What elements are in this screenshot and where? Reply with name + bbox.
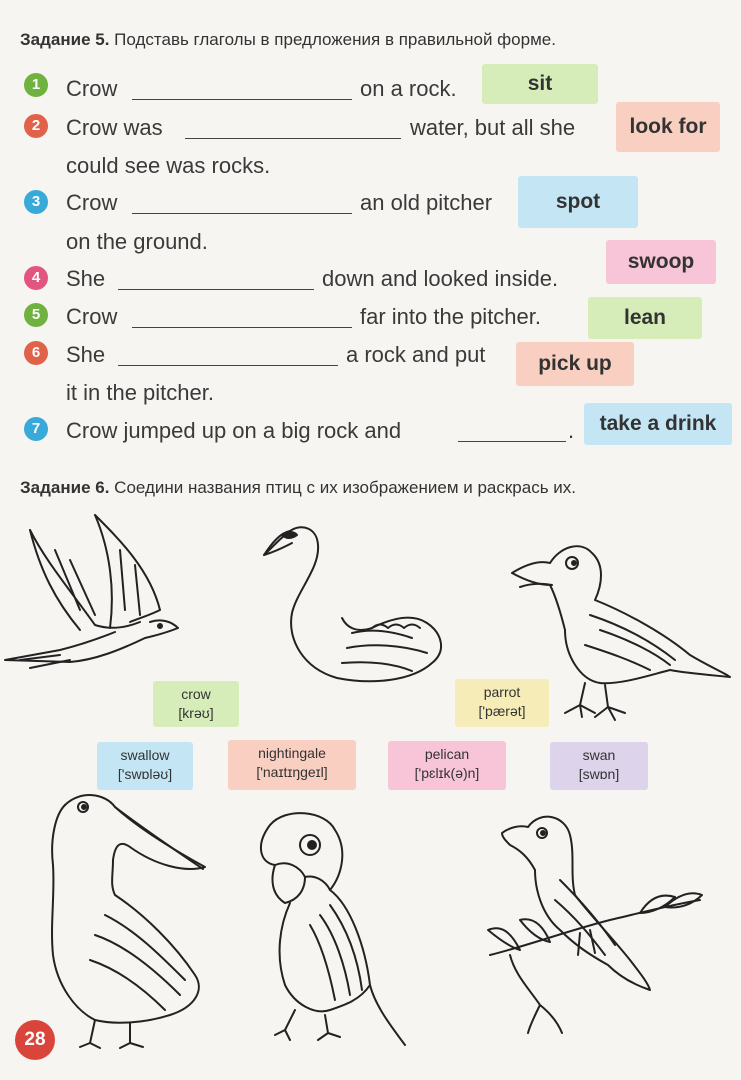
task5-instruction: Подставь глаголы в предложения в правильной форме. — [114, 30, 556, 49]
bird-transcription-nightingale: ['naɪtɪŋgeɪl] — [256, 764, 328, 780]
sentence-3-blank[interactable] — [132, 213, 352, 214]
bird-word-nightingale: nightingale — [258, 745, 326, 761]
sentence-2-end: water, but all she — [410, 115, 576, 140]
task5-title — [20, 30, 556, 50]
sentence-6-continuation: it in the pitcher. — [66, 380, 214, 405]
sentence-2-continuation: could see was rocks. — [66, 153, 271, 178]
sentence-6-end: a rock and put — [346, 342, 486, 367]
bird-label-swallow[interactable] — [97, 742, 193, 790]
crow-drawing[interactable] — [510, 525, 735, 725]
bird-transcription-swallow: ['swɒləʊ] — [117, 766, 173, 782]
parrot-drawing[interactable] — [230, 805, 410, 1050]
sentence-5-start: Crow — [66, 304, 118, 329]
bird-label-swan[interactable] — [550, 742, 648, 790]
bird-word-swan: swan — [582, 747, 616, 763]
verb-card-spot[interactable]: spot — [518, 176, 638, 228]
sentence-4-start: She — [66, 266, 106, 291]
sentence-5-blank[interactable] — [132, 327, 352, 328]
task6-label: Задание 6. — [20, 478, 110, 497]
sentence-3-continuation: on the ground. — [66, 229, 208, 254]
bird-transcription-swan: [swɒn] — [578, 766, 620, 782]
sentence-7-blank[interactable] — [458, 441, 566, 442]
verb-card-look-for[interactable]: look for — [616, 102, 720, 152]
sentence-1-end: on a rock. — [360, 76, 457, 101]
sentence-3-end: an old pitcher — [360, 190, 493, 215]
sentence-number-1: 1 — [24, 73, 48, 97]
task6-instruction: Соедини названия птиц с их изображением и раскрась их. — [114, 478, 577, 497]
verb-card-lean[interactable]: lean — [588, 297, 702, 339]
bird-label-pelican[interactable] — [388, 741, 506, 790]
bird-transcription-pelican: ['pɛlɪk(ə)n] — [414, 765, 480, 781]
swallow-drawing[interactable] — [0, 510, 185, 695]
sentence-6-blank[interactable] — [118, 365, 338, 366]
bird-transcription-crow: [krəʊ] — [178, 705, 214, 721]
sentence-5-end: far into the pitcher. — [360, 304, 541, 329]
pelican-drawing[interactable] — [35, 785, 210, 1050]
nightingale-drawing[interactable] — [480, 805, 705, 1035]
verb-card-pick-up[interactable]: pick up — [516, 342, 634, 386]
task5-label: Задание 5. — [20, 30, 110, 49]
sentence-7-end: . — [568, 418, 575, 443]
sentence-4-end: down and looked inside. — [322, 266, 559, 291]
sentence-number-2: 2 — [24, 114, 48, 138]
page-number: 28 — [15, 1020, 55, 1060]
sentence-2-start: Crow was — [66, 115, 163, 140]
sentence-7-start: Crow jumped up on a big rock and — [66, 418, 402, 443]
sentence-4-blank[interactable] — [118, 289, 314, 290]
sentence-2-blank[interactable] — [185, 138, 401, 139]
bird-label-nightingale[interactable] — [228, 740, 356, 790]
bird-word-parrot: parrot — [483, 684, 521, 700]
bird-word-swallow: swallow — [120, 747, 170, 763]
bird-transcription-parrot: ['pærət] — [478, 703, 526, 719]
task6-title — [20, 478, 576, 498]
sentence-number-6: 6 — [24, 341, 48, 365]
sentence-1-blank[interactable] — [132, 99, 352, 100]
sentence-1-start: Crow — [66, 76, 118, 101]
swan-drawing[interactable] — [262, 513, 452, 688]
sentence-number-3: 3 — [24, 190, 48, 214]
verb-card-take-a-drink[interactable]: take a drink — [584, 403, 732, 445]
sentence-3-start: Crow — [66, 190, 118, 215]
sentence-number-7: 7 — [24, 417, 48, 441]
bird-word-pelican: pelican — [424, 746, 470, 762]
verb-card-swoop[interactable]: swoop — [606, 240, 716, 284]
sentence-6-start: She — [66, 342, 106, 367]
sentence-number-5: 5 — [24, 303, 48, 327]
sentence-number-4: 4 — [24, 266, 48, 290]
verb-card-sit[interactable]: sit — [482, 64, 598, 104]
bird-word-crow: crow — [181, 686, 211, 702]
